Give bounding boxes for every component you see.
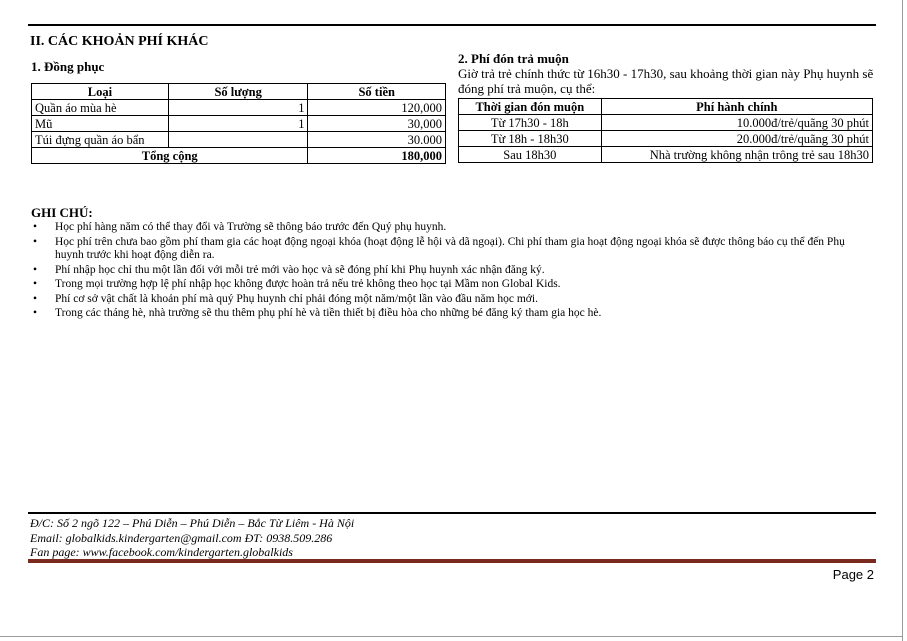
header-cell: Phí hành chính [601, 99, 872, 115]
list-item [31, 307, 871, 321]
note-text: Phí nhập học chỉ thu một lần đối với mỗi trẻ mới vào học và sẽ đóng phí khi Phụ huynh xác nhận đăng ký. [55, 263, 545, 276]
list-item [31, 264, 871, 278]
time-cell: Từ 18h - 18h30 [459, 131, 602, 147]
qty-cell: 1 [168, 100, 308, 116]
amount-cell: 30,000 [308, 116, 446, 132]
notes-list [31, 221, 871, 322]
bullet-icon: • [33, 278, 38, 290]
table-row [32, 116, 446, 132]
header-cell: Số tiền [308, 84, 446, 100]
bullet-icon: • [33, 235, 38, 248]
bullet-icon: • [33, 221, 38, 233]
list-item [31, 278, 871, 292]
note-text: Trong mọi trường hợp lệ phí nhập học không được hoàn trả nếu trẻ không theo học tại Mầm non Global Kids. [55, 278, 561, 290]
footer-contact: Email: globalkids.kindergarten@gmail.com ĐT: 0938.509.286 [30, 531, 333, 545]
notes-title: GHI CHÚ: [31, 205, 93, 220]
header-cell: Số lượng [168, 84, 308, 100]
qty-cell [168, 132, 308, 148]
table-header-row [32, 84, 446, 100]
page-edge-bottom [0, 636, 903, 637]
item-cell: Túi đựng quần áo bẩn [32, 132, 169, 148]
list-item [31, 221, 871, 235]
table-row [459, 147, 873, 163]
section-title: II. CÁC KHOẢN PHÍ KHÁC [30, 34, 209, 49]
bullet-icon: • [33, 263, 38, 276]
bullet-icon: • [33, 292, 38, 305]
table-header-row [459, 99, 873, 115]
uniform-title: 1. Đồng phục [31, 59, 105, 74]
header-cell: Loại [32, 84, 169, 100]
fee-cell: 10.000đ/trẻ/quãng 30 phút [601, 115, 872, 131]
fee-cell: 20.000đ/trẻ/quãng 30 phút [601, 131, 872, 147]
header-cell: Thời gian đón muộn [459, 99, 602, 115]
total-row [32, 148, 446, 164]
table-row [32, 100, 446, 116]
item-cell: Mũ [32, 116, 169, 132]
uniform-table [31, 83, 446, 164]
table-row [459, 115, 873, 131]
amount-cell: 30.000 [308, 132, 446, 148]
footer-fanpage: Fan page: www.facebook.com/kindergarten.globalkids [30, 545, 293, 559]
footer-rule [28, 512, 876, 514]
note-text: Học phí trên chưa bao gồm phí tham gia các hoạt động ngoại khóa (hoạt động lễ hội và dã ngoại). Chi phí tham gia hoạt động ngoại khóa sẽ được thông báo cụ thể đến Phụ huynh trước khi hoạt động diễn ra. [55, 235, 845, 261]
table-row [32, 132, 446, 148]
page-number: Page 2 [832, 567, 874, 582]
late-pickup-table [458, 98, 873, 163]
list-item [31, 236, 871, 263]
fee-cell: Nhà trường không nhận trông trẻ sau 18h30 [601, 147, 872, 163]
footer-address: Đ/C: Số 2 ngõ 122 – Phú Diễn – Phú Diễn – Bắc Từ Liêm - Hà Nội [30, 516, 355, 530]
late-pickup-description: Giờ trả trẻ chính thức từ 16h30 - 17h30, sau khoảng thời gian này Phụ huynh sẽ đóng phí trả muộn, cụ thể: [458, 66, 874, 96]
time-cell: Từ 17h30 - 18h [459, 115, 602, 131]
page-edge-right [902, 0, 903, 641]
table-row [459, 131, 873, 147]
item-cell: Quần áo mùa hè [32, 100, 169, 116]
time-cell: Sau 18h30 [459, 147, 602, 163]
amount-cell: 120,000 [308, 100, 446, 116]
qty-cell: 1 [168, 116, 308, 132]
note-text: Phí cơ sở vật chất là khoản phí mà quý Phụ huynh chỉ phải đóng một năm/một lần vào đầu năm học mới. [55, 292, 538, 305]
total-label: Tổng cộng [32, 148, 308, 164]
note-text: Trong các tháng hè, nhà trường sẽ thu thêm phụ phí hè và tiền thiết bị điều hòa cho những bé đăng ký tham gia học hè. [55, 307, 602, 319]
late-pickup-title: 2. Phí đón trả muộn [458, 51, 569, 66]
note-text: Học phí hàng năm có thể thay đổi và Trường sẽ thông báo trước đến Quý phụ huynh. [55, 221, 447, 233]
bullet-icon: • [33, 307, 38, 319]
total-amount: 180,000 [308, 148, 446, 164]
footer-bar [28, 559, 876, 563]
list-item [31, 293, 871, 307]
header-rule [28, 24, 876, 26]
